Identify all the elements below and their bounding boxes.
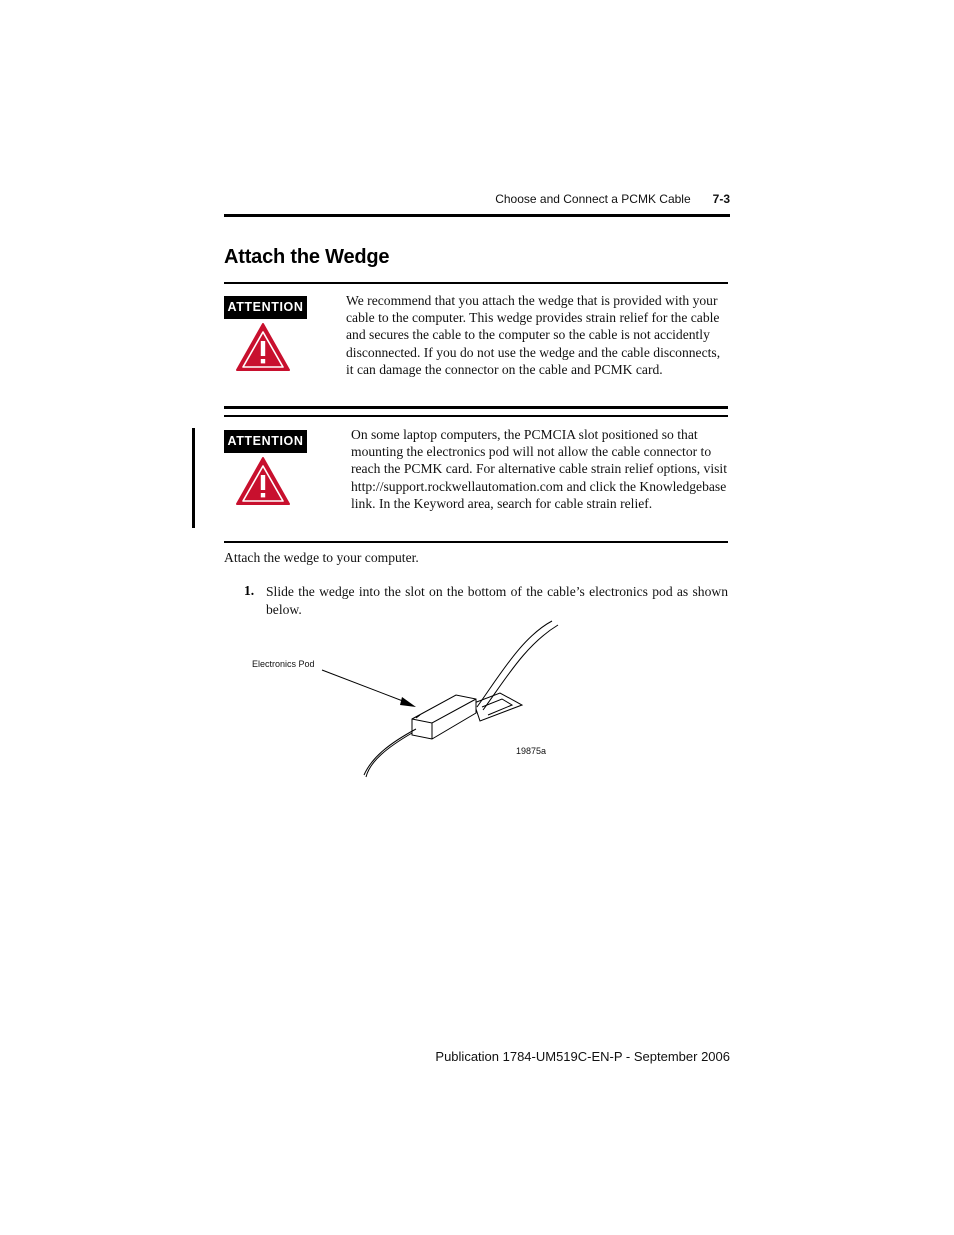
warning-triangle-icon (235, 322, 291, 372)
attention-label: ATTENTION (224, 430, 307, 453)
attention-bottom-rule (224, 541, 728, 543)
attention-separator-rule (224, 406, 728, 409)
header-rule (224, 214, 730, 217)
callout-arrowhead (400, 697, 416, 707)
step-text: Slide the wedge into the slot on the bottom of the cable’s electronics pod as shown below. (266, 584, 728, 617)
revision-change-bar (192, 428, 195, 528)
intro-paragraph: Attach the wedge to your computer. (224, 550, 419, 565)
attention-top-rule (224, 282, 728, 284)
running-header (224, 192, 730, 210)
page-title: Attach the Wedge (224, 246, 390, 268)
wedge-figure (240, 615, 570, 785)
electronics-pod-illustration (240, 615, 570, 785)
page-number: 7-3 (712, 192, 730, 206)
warning-triangle-icon (235, 456, 291, 506)
attention-label: ATTENTION (224, 296, 307, 319)
step-number: 1. (244, 583, 255, 598)
attention-text: On some laptop computers, the PCMCIA slot positioned so that mounting the electronics pod will not allow the cable connector to reach the PCMK card. For alternative cable strain relief options, visit http://support.rockwellautomation.com and click the Knowledgebase link. In the Keyword area, search for cable strain relief. (351, 427, 727, 511)
publication-footer: Publication 1784-UM519C-EN-P - September 2006 (435, 1049, 730, 1064)
attention-text: We recommend that you attach the wedge that is provided with your cable to the computer. This wedge provides strain relief for the cable and secures the cable to the computer so the cable is not accidently disconnected. If you do not use the wedge and the cable disconnects, it can damage the connector on the cable and PCMK card. (346, 293, 721, 377)
section-title: Choose and Connect a PCMK Cable (495, 192, 691, 206)
attention-top-rule (224, 415, 728, 417)
figure-id: 19875a (516, 746, 547, 756)
figure-callout-label: Electronics Pod (252, 659, 315, 669)
